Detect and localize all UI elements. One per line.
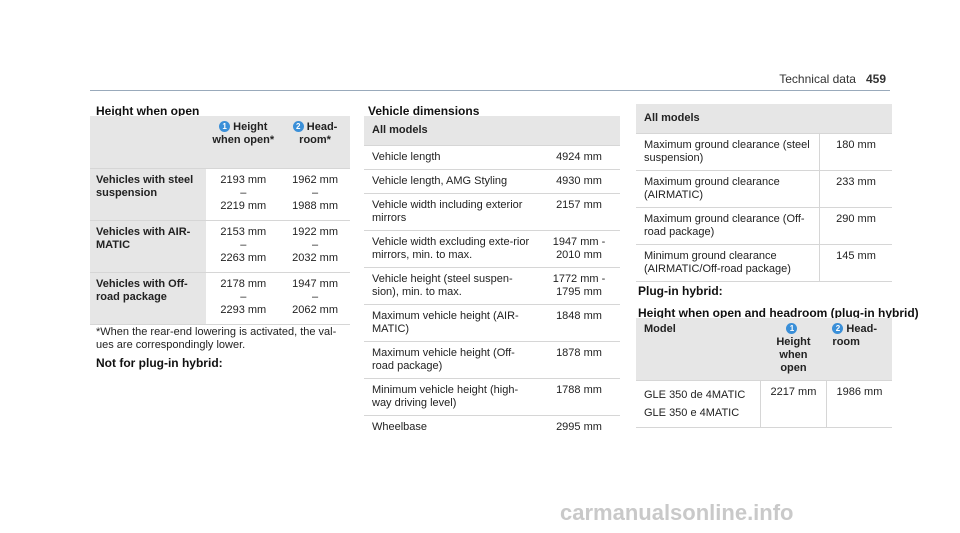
table-row: Minimum ground clearance (AIRMATIC/Off-road package) 145 mm <box>636 245 892 282</box>
height-when-open-table <box>90 116 350 325</box>
table-row: Vehicles with steel suspension 2193 mm – 2219 mm 1962 mm – 1988 mm <box>90 168 350 220</box>
ground-clearance-table <box>636 104 892 282</box>
badge-1-icon: 1 <box>219 121 230 132</box>
footnote: *When the rear-end lowering is activated, the val-ues are correspondingly lower. <box>96 326 337 351</box>
plug-in-hybrid-table <box>636 318 892 428</box>
table-row: GLE 350 de 4MATIC GLE 350 e 4MATIC 2217 mm 1986 mm <box>636 381 892 428</box>
table-row: Vehicles with Off-road package 2178 mm – 2293 mm 1947 mm – 2062 mm <box>90 272 350 324</box>
badge-2-icon: 2 <box>293 121 304 132</box>
page-header <box>779 72 886 86</box>
badge-1-icon: 1 <box>786 323 797 334</box>
table-row: Maximum ground clearance (Off-road package) 290 mm <box>636 208 892 245</box>
table-row: Vehicle width excluding exte-rior mirrors, min. to max. 1947 mm - 2010 mm <box>364 231 620 268</box>
all-models-header: All models <box>364 116 620 146</box>
page-number: 459 <box>865 72 886 86</box>
watermark: carmanualsonline.info <box>560 500 794 525</box>
table-row: Vehicles with AIR-MATIC 2153 mm – 2263 mm 1922 mm – 2032 mm <box>90 220 350 272</box>
model-1: GLE 350 de 4MATIC <box>644 389 746 401</box>
table-row: Vehicle length, AMG Styling 4930 mm <box>364 170 620 194</box>
header-rule <box>90 90 890 91</box>
table-row: Maximum vehicle height (Off-road package) 1878 mm <box>364 342 620 379</box>
col-model-header: Model <box>636 318 761 381</box>
all-models-header: All models <box>636 104 892 134</box>
plug-in-hybrid-title: Plug-in hybrid: <box>638 284 723 298</box>
model-2: GLE 350 e 4MATIC <box>644 407 740 419</box>
col-headroom-header: 2 Head-room* <box>280 116 350 168</box>
vehicle-dimensions-title: Vehicle dimensions <box>368 104 480 118</box>
col-headroom-header: 2 Head-room <box>826 318 892 381</box>
not-for-hybrid-label: Not for plug-in hybrid: <box>96 356 223 370</box>
table-row: Vehicle width including exterior mirrors 2157 mm <box>364 194 620 231</box>
section-name: Technical data <box>779 72 856 86</box>
plug-in-hybrid-subtitle: Height when open and headroom (plug-in hybrid) <box>638 306 919 320</box>
table-row: Vehicle height (steel suspen-sion), min. to max. 1772 mm - 1795 mm <box>364 268 620 305</box>
table-row: Maximum ground clearance (AIRMATIC) 233 mm <box>636 171 892 208</box>
table-row: Vehicle length 4924 mm <box>364 146 620 170</box>
table-row: Maximum vehicle height (AIR-MATIC) 1848 mm <box>364 305 620 342</box>
table-row: Wheelbase 2995 mm <box>372 421 602 433</box>
table-row: Maximum ground clearance (steel suspension) 180 mm <box>636 134 892 171</box>
vehicle-dimensions-table <box>364 116 620 439</box>
badge-2-icon: 2 <box>832 323 843 334</box>
height-when-open-title: Height when open <box>96 104 200 118</box>
table-row: Minimum vehicle height (high-way driving level) 1788 mm <box>364 379 620 416</box>
col-height-header: 1 Height when open <box>761 318 827 381</box>
col-height-header: 1 Height when open* <box>206 116 280 168</box>
